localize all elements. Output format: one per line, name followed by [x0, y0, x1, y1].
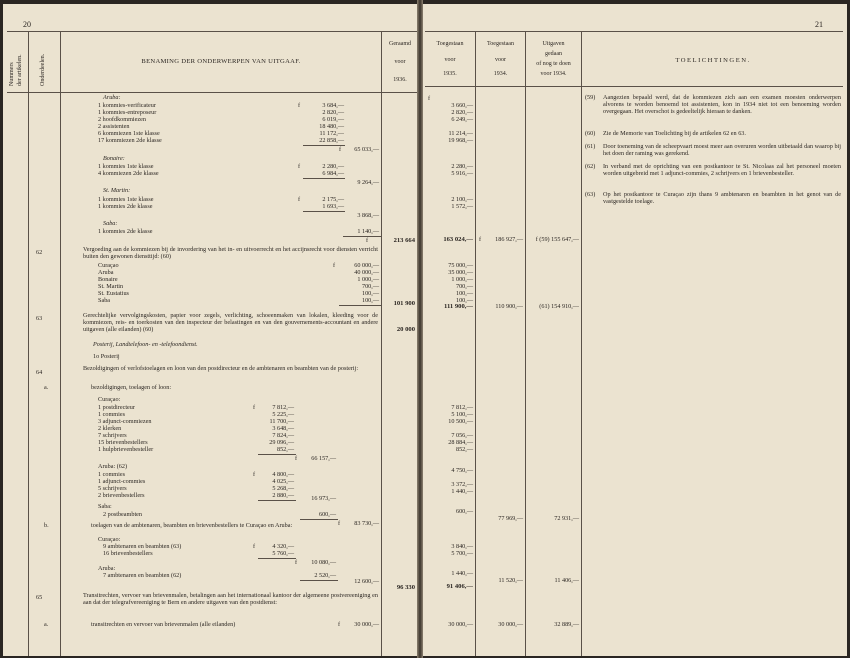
block1-1934-total: 186 927,—: [495, 236, 523, 243]
note-text: Zie de Memorie van Toelichting bij de artikelen 62 en 63.: [603, 130, 746, 137]
art65-uitgaven: 32 889,—: [554, 621, 579, 628]
aruba-64-row-label: 1 adjunct-commies: [98, 478, 146, 485]
aruba-row-amount: 2 820,—: [322, 109, 344, 116]
article-number: 62: [36, 249, 43, 256]
aruba-row-label: 1 kommies-verificateur: [98, 102, 156, 109]
left-page-number: 20: [23, 20, 31, 29]
art65-1934-value: 30 000,—: [498, 621, 523, 628]
currency-mark: f: [338, 520, 341, 527]
b-curacao-1935-value: 3 840,—: [451, 543, 473, 550]
aruba-1935-value: 6 249,—: [451, 116, 473, 123]
art64a-1934-total: 77 969,—: [498, 515, 523, 522]
curacao-row-amount: 11 700,—: [269, 418, 294, 425]
art62-1935-value: 1 000,—: [451, 276, 473, 283]
saba-64-heading: Saba:: [98, 503, 112, 510]
header-nummers: Nummers: [9, 62, 15, 86]
art62-text: Vergoeding aan de kommiezen bij de invordering van het in- en uitvoerrecht en het accijnsrecht voor diensten verricht buiten den gewonen diensttijd: (60): [83, 246, 378, 260]
note-ref: (63): [585, 191, 596, 198]
curacao-row-label: 3 adjunct-commiezen: [98, 418, 152, 425]
b-aruba-row-label: 7 ambtenaren en beambten (62): [103, 572, 182, 579]
currency-mark: f: [298, 196, 301, 203]
saba-64-1935-value: 600,—: [455, 508, 473, 515]
header-toegestaan-1935: Toegestaan: [436, 41, 464, 47]
note-ref: (60): [585, 130, 596, 137]
art62-row-label: Curaçao: [98, 262, 119, 269]
aruba-row-amount: 11 172,—: [319, 130, 344, 137]
aruba-64-row-amount: 2 880,—: [272, 492, 294, 499]
art62-row-amount: 1 000,—: [357, 276, 379, 283]
header-nog-te-doen: of nog te doen: [536, 61, 571, 67]
art64b-1934-total: 11 520,—: [498, 577, 523, 584]
aruba-64-row-label: 5 schrijvers: [98, 485, 127, 492]
art62-row-label: Saba: [98, 297, 111, 304]
aruba-1935-value: 19 968,—: [448, 137, 473, 144]
art62-row-amount: 100,—: [361, 297, 379, 304]
b-aruba-heading: Aruba:: [98, 565, 116, 572]
block1-total: 213 664: [393, 237, 415, 244]
aruba-64-total: 16 973,—: [311, 495, 336, 502]
stmartin-1935-value: 1 572,—: [451, 203, 473, 210]
aruba-64-1935-value: 1 440,—: [451, 488, 473, 495]
curacao-row-label: 2 klerken: [98, 425, 122, 432]
header-voor-1935: voor: [444, 57, 456, 63]
curacao-heading: Curaçao:: [98, 396, 121, 403]
currency-mark: f: [298, 102, 301, 109]
bonaire-heading: Bonaire:: [103, 155, 125, 162]
header-geraamd: Geraamd: [389, 41, 411, 47]
aruba-64-row-label: 1 commies: [98, 471, 125, 478]
currency-mark: f: [366, 237, 369, 244]
stmartin-row-label: 1 kommies 2de klasse: [98, 203, 153, 210]
aruba-row-amount: 18 480,—: [319, 123, 344, 130]
header-benaming: BENAMING DER ONDERWERPEN VAN UITGAAF.: [141, 58, 301, 65]
currency-mark: f: [295, 455, 298, 462]
article-number: 63: [36, 315, 43, 322]
art62-1935-value: 75 000,—: [448, 262, 473, 269]
header-gedaan: gedaan: [545, 51, 562, 57]
saba-row-label: 1 kommies 2de klasse: [98, 228, 153, 235]
art62-1934-total: 110 900,—: [495, 303, 523, 310]
curacao-row-amount: 5 225,—: [272, 411, 294, 418]
aruba-64-heading: Aruba: (62): [98, 463, 128, 470]
left-page: [3, 4, 417, 656]
curacao-row-amount: 7 824,—: [272, 432, 294, 439]
aruba-row-label: 2 assistenten: [98, 123, 130, 130]
curacao-1935-value: 7 056,—: [451, 432, 473, 439]
art64a-uitgaven: 72 931,—: [554, 515, 579, 522]
art65-text: Transitrechten, vervoer van brievenmalen, betalingen aan het internationaal kantoor der algemeene postvereeniging en aan dat der telegrafvereeniging te Bern en andere uitgaven van den postdienst:: [83, 592, 378, 606]
art62-row-amount: 60 000,—: [354, 262, 379, 269]
art64b-total: 12 600,—: [354, 578, 379, 585]
b-curacao-row-label: 9 ambtenaren en beambten (63): [103, 543, 182, 550]
article-number: 64: [36, 369, 43, 376]
currency-mark: f: [338, 621, 341, 628]
art62-total: 101 900: [393, 300, 415, 307]
b-curacao-row-amount: 5 760,—: [272, 550, 294, 557]
sub-letter: b.: [44, 522, 49, 529]
art62-row-label: Bonaire: [98, 276, 118, 283]
curacao-row-label: 15 brievenbestellers: [98, 439, 148, 446]
art64a-text: bezoldigingen, toelagen of loon:: [91, 384, 172, 391]
note-ref: (62): [585, 163, 596, 170]
saba-row-amount: 1 140,—: [357, 228, 379, 235]
art62-1935-value: 700,—: [455, 283, 473, 290]
header-jaar: 1936.: [393, 77, 407, 83]
b-curacao-total: 10 080,—: [311, 559, 336, 566]
stmartin-1935-value: 2 100,—: [451, 196, 473, 203]
currency-mark: f: [253, 404, 256, 411]
art62-row-amount: 40 000,—: [354, 269, 379, 276]
aruba-64-1935-value: 3 372,—: [451, 481, 473, 488]
curacao-1935-value: 5 100,—: [451, 411, 473, 418]
art64b-text: toelagen van de ambtenaren, beambten en brievenbestellers te Curaçao en Aruba:: [91, 522, 293, 529]
curacao-1935-value: 28 884,—: [448, 439, 473, 446]
aruba-1935-value: 3 660,—: [451, 102, 473, 109]
art64a-total: 83 730,—: [354, 520, 379, 527]
block1-uitgaven: f (59) 155 647,—: [535, 236, 579, 243]
bonaire-total: 9 264,—: [357, 179, 379, 186]
b-curacao-1935-value: 5 700,—: [451, 550, 473, 557]
b-curacao-heading: Curaçao:: [98, 536, 121, 543]
bonaire-1935-value: 5 916,—: [451, 170, 473, 177]
header-toelichtingen: TOELICHTINGEN.: [675, 57, 751, 64]
b-curacao-row-amount: 4 320,—: [272, 543, 294, 550]
aruba-heading: Aruba:: [103, 94, 121, 101]
saba-64-row-label: 2 postbeambten: [103, 511, 143, 518]
right-page: [423, 4, 847, 656]
art62-row-amount: 700,—: [361, 283, 379, 290]
aruba-row-amount: 3 684,—: [322, 102, 344, 109]
aruba-1935-value: 2 820,—: [451, 109, 473, 116]
curacao-row-label: 7 schrijvers: [98, 432, 127, 439]
article-number: 65: [36, 594, 43, 601]
saba-heading: Saba:: [103, 220, 118, 227]
art62-row-label: St. Eustatius: [98, 290, 129, 297]
note-ref: (59): [585, 94, 596, 101]
aruba-64-row-amount: 4 800,—: [272, 471, 294, 478]
curacao-1935-value: 7 812,—: [451, 404, 473, 411]
right-page-number: 21: [815, 20, 823, 29]
header-onderdeelen: Onderdeelen.: [40, 53, 46, 86]
curacao-row-amount: 7 812,—: [272, 404, 294, 411]
currency-mark: f: [333, 262, 336, 269]
currency-mark: f: [253, 471, 256, 478]
note-text: Aangezien bepaald werd, dat de kommiezen zich aan een examen moesten onderwerpen alvorens te worden benoemd tot assistenten, kon in 1934 niet tot een benoeming worden overgegaan. Het overschot is gedeeltelijk hieraan te danken.: [603, 94, 841, 115]
curacao-row-amount: 29 096,—: [269, 439, 294, 446]
stmartin-row-label: 1 kommies 1ste klasse: [98, 196, 154, 203]
currency-mark: f: [479, 236, 482, 243]
block1-1935-total: 163 024,—: [443, 236, 473, 243]
aruba-row-label: 1 kommies-entreposeur: [98, 109, 157, 116]
aruba-row-label: 2 hoofdkommiezen: [98, 116, 146, 123]
art64b-uitgaven: 11 406,—: [554, 577, 579, 584]
art64-1935-total: 91 406,—: [446, 583, 473, 590]
header-jaar-uitgaven: voor 1934.: [540, 71, 567, 77]
curacao-row-label: 1 postdirecteur: [98, 404, 135, 411]
curacao-total: 66 157,—: [311, 455, 336, 462]
curacao-row-amount: 852,—: [276, 446, 294, 453]
curacao-row-amount: 3 648,—: [272, 425, 294, 432]
b-aruba-1935-value: 1 440,—: [451, 570, 473, 577]
currency-mark: f: [339, 146, 342, 153]
stmartin-row-amount: 1 693,—: [322, 203, 344, 210]
art62-row-label: Aruba: [98, 269, 114, 276]
currency-mark: f: [295, 559, 298, 566]
art63-total: 20 000: [396, 326, 415, 333]
bonaire-row-amount: 6 984,—: [322, 170, 344, 177]
currency-mark: f: [298, 163, 301, 170]
stmartin-row-amount: 2 175,—: [322, 196, 344, 203]
b-curacao-row-label: 16 brievenbestellers: [103, 550, 153, 557]
aruba-64-row-label: 2 brievenbestellers: [98, 492, 145, 499]
saba-64-row-amount: 600,—: [318, 511, 336, 518]
art62-row-label: St. Martin: [98, 283, 124, 290]
note-ref: (61): [585, 143, 596, 150]
bonaire-row-amount: 2 280,—: [322, 163, 344, 170]
note-text: Op het postkantoor te Curaçao zijn thans 9 ambtenaren en beambten in het genot van de vastgestelde toelage.: [603, 191, 841, 205]
curacao-1935-value: 852,—: [455, 446, 473, 453]
header-jaar-1935: 1935.: [443, 71, 457, 77]
aruba-64-row-amount: 4 025,—: [272, 478, 294, 485]
aruba-row-amount: 22 858,—: [319, 137, 344, 144]
art65a-text: transitrechten en vervoer van brievenmalen (alle eilanden): [91, 621, 236, 628]
curacao-1935-value: 10 500,—: [448, 418, 473, 425]
art62-row-amount: 100,—: [361, 290, 379, 297]
bonaire-row-label: 4 kommiezen 2de klasse: [98, 170, 159, 177]
sub-letter: a.: [44, 384, 49, 391]
art65a-amount: 30 000,—: [354, 621, 379, 628]
art65-1935-value: 30 000,—: [448, 621, 473, 628]
art62-1935-value: 35 000,—: [448, 269, 473, 276]
bonaire-row-label: 1 kommies 1ste klasse: [98, 163, 154, 170]
header-toegestaan-1934: Toegestaan: [487, 41, 514, 47]
note-text: In verband met de oprichting van een postkantoor te St. Nicolaas zal het personeel moeten worden uitgebreid met 1 adjunct-commies, 2 schrijvers en 1 brievenbesteller.: [603, 163, 841, 177]
aruba-row-label: 6 kommiezen 1ste klasse: [98, 130, 160, 137]
stmartin-heading: St. Martin:: [103, 187, 131, 194]
sub-letter: a.: [44, 621, 49, 628]
header-jaar-1934: 1934.: [493, 71, 508, 77]
post-heading: Posterij, Landtelefoon- en -telefoondienst.: [93, 341, 198, 348]
stmartin-total: 3 868,—: [357, 212, 379, 219]
art63-text: Gerechtelijke vervolgingskosten, papier voor zegels, verlichting, schoeenmaken van lokalen, kleeding voor de kommiezen, reis- en toerkosten van den inspecteur der belastingen en van den gouvernements-accountant en andere uitgaven (alle eilanden) (60): [83, 312, 378, 333]
aruba-row-label: 17 kommiezen 2de klasse: [98, 137, 162, 144]
curacao-row-label: 1 hulpbrievenbesteller: [98, 446, 154, 453]
aruba-1935-value: 11 214,—: [448, 130, 473, 137]
note-text: Door toeneming van de scheepvaart moest meer aan overuren worden uitbetaald dan waarop bij het doen der raming was gerekend.: [603, 143, 841, 157]
art64-total: 96 330: [396, 584, 415, 591]
aruba-64-1935-value: 4 750,—: [451, 467, 473, 474]
art62-1935-value: 100,—: [455, 290, 473, 297]
header-der-artikelen: der artikelen.: [17, 54, 23, 86]
bonaire-1935-value: 2 280,—: [451, 163, 473, 170]
header-voor-1934: voor: [495, 57, 506, 63]
curacao-row-label: 1 commies: [98, 411, 125, 418]
post-subheading: 1o Posterij: [93, 353, 120, 360]
currency-mark: f: [428, 95, 431, 102]
aruba-64-row-amount: 5 268,—: [272, 485, 294, 492]
header-uitgaven: Uitgaven: [542, 41, 565, 47]
art64-text: Bezoldigingen of verlofstoelagen en loon van den postdirecteur en de ambtenaren en beambten van de posterij:: [83, 365, 359, 372]
currency-mark: f: [253, 543, 256, 550]
b-aruba-row-amount: 2 520,—: [314, 572, 336, 579]
art62-1935-total: 111 900,—: [444, 303, 473, 310]
header-voor: voor: [394, 59, 406, 65]
aruba-total: 65 033,—: [354, 146, 379, 153]
art62-1935-value: 100,—: [455, 297, 473, 304]
aruba-row-amount: 6 019,—: [322, 116, 344, 123]
art62-uitgaven: (61) 154 910,—: [539, 303, 579, 310]
